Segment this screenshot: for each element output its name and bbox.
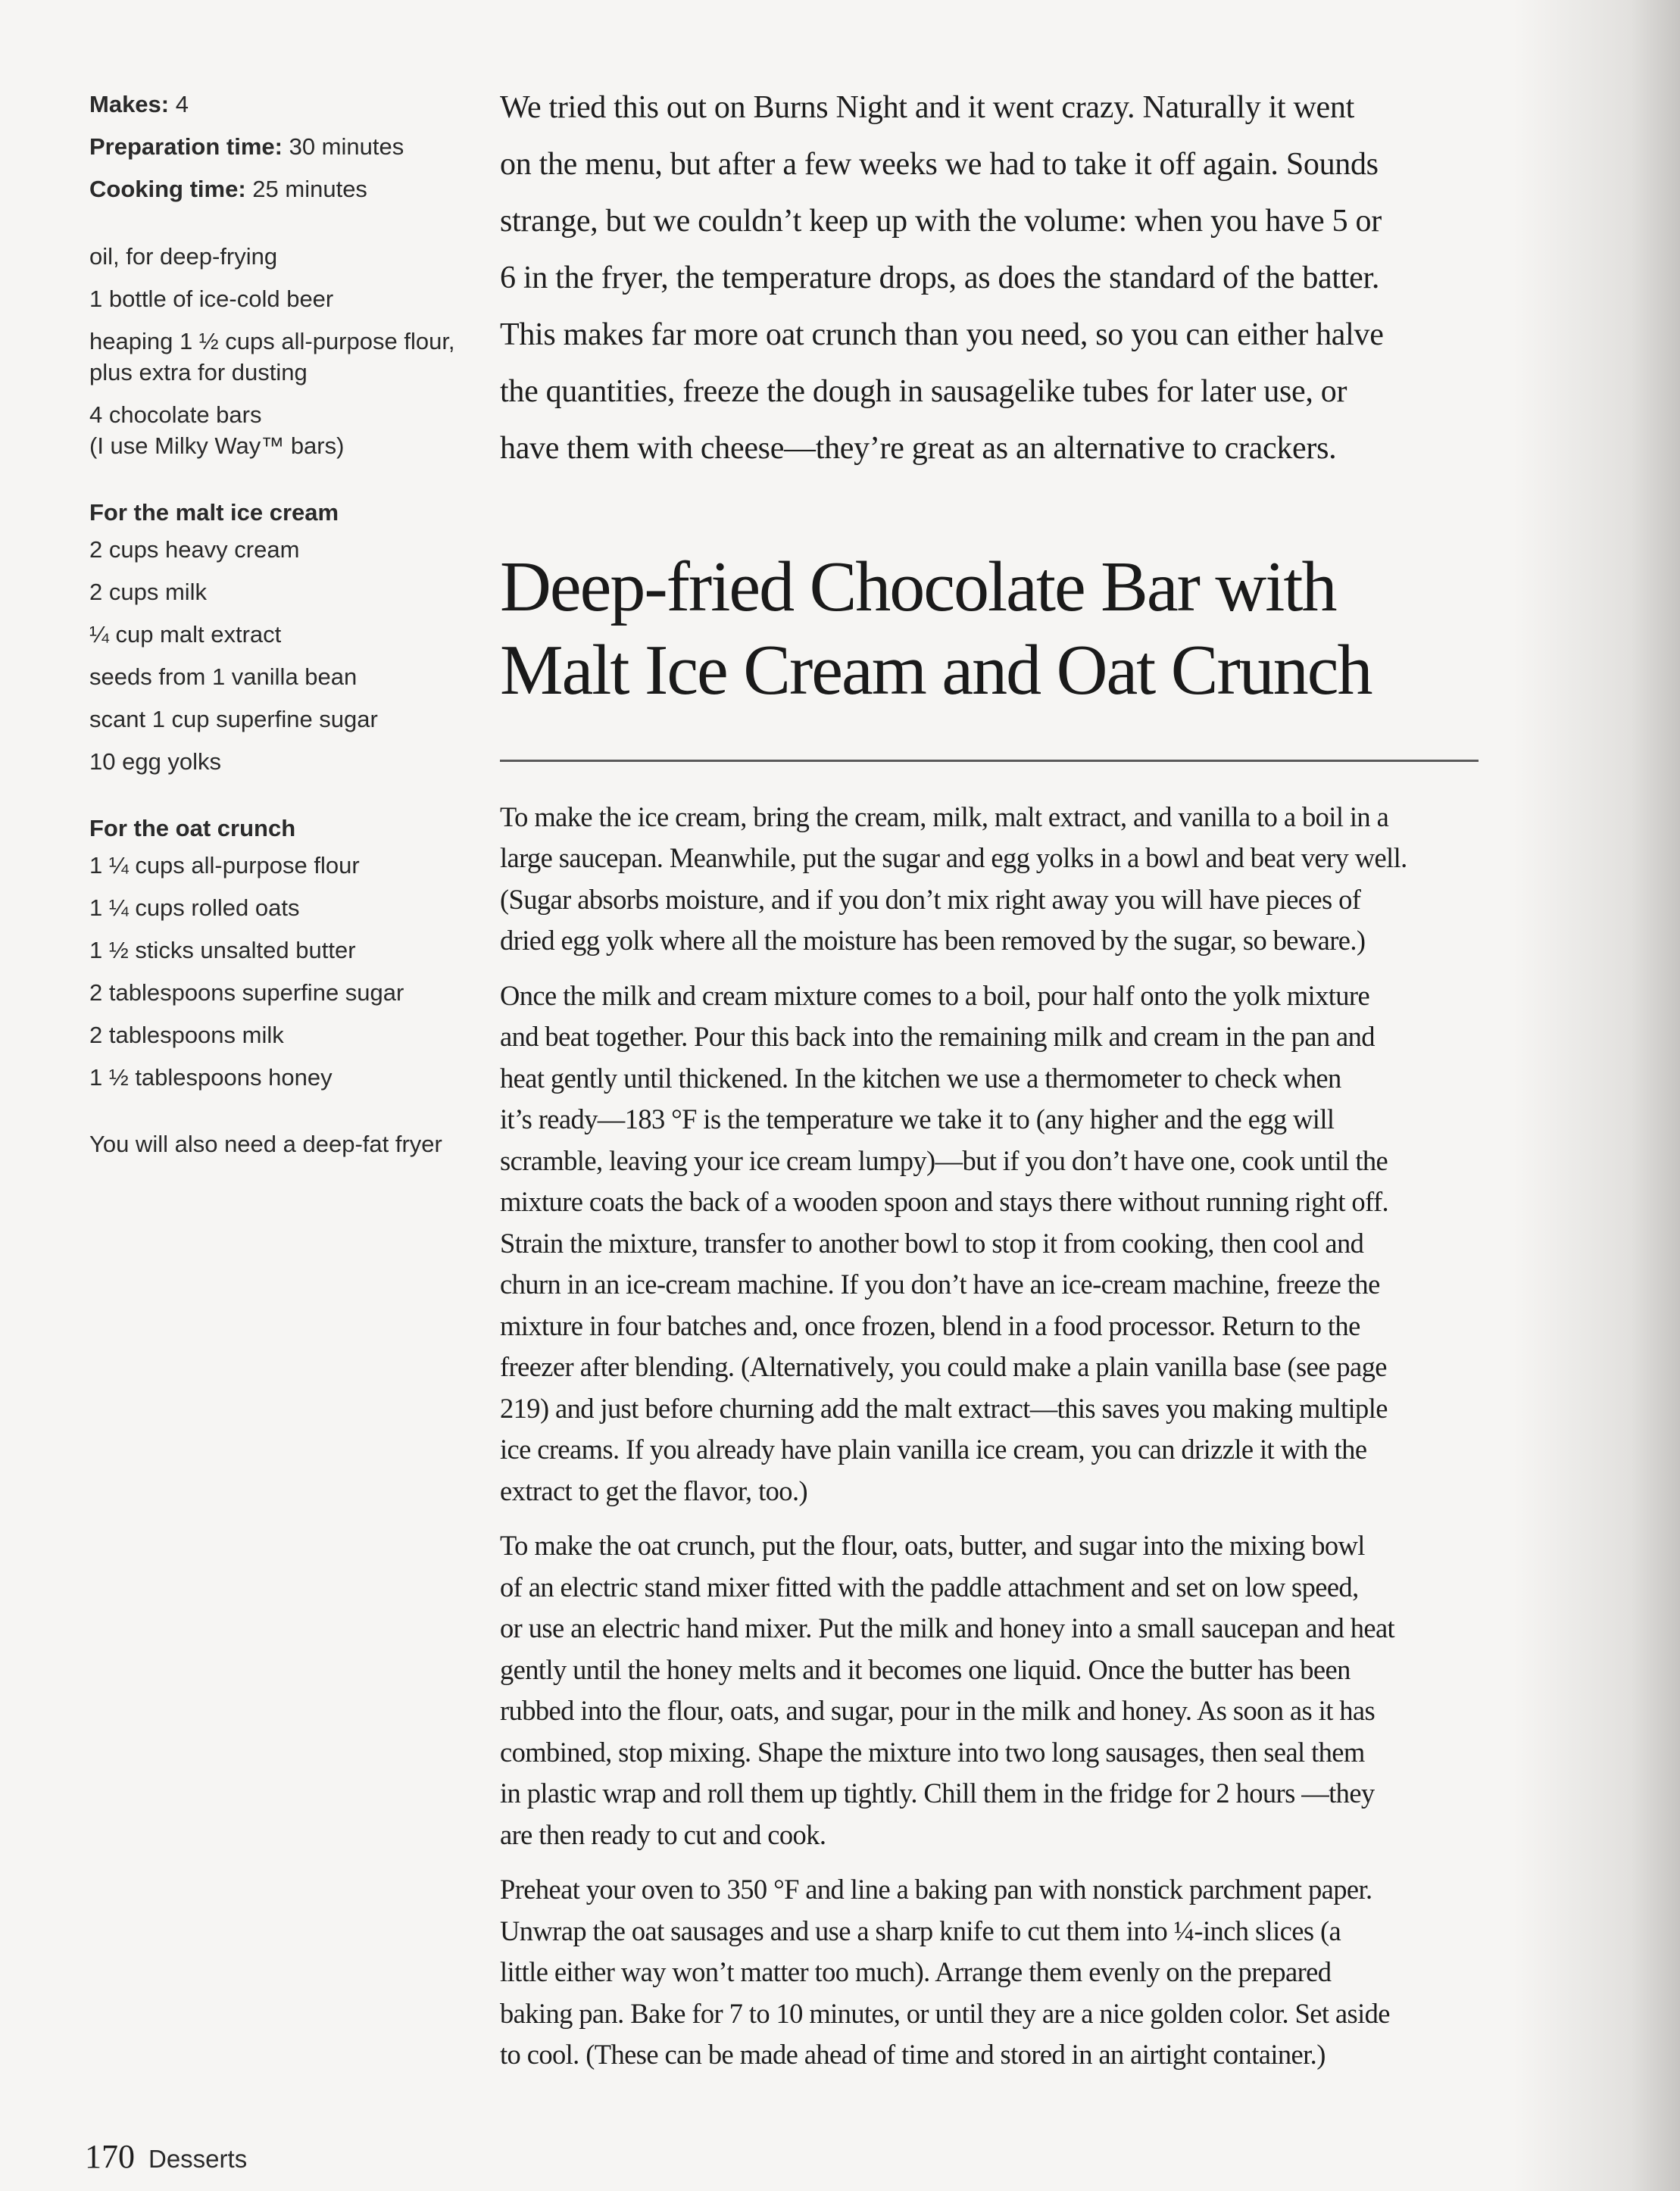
- text-line: in plastic wrap and roll them up tightly. Chill them in the fridge for 2 hours —they: [500, 1777, 1375, 1809]
- ingredient-line: 2 tablespoons milk: [89, 1022, 284, 1048]
- recipe-meta: [89, 83, 468, 211]
- ingredient-item: [89, 1062, 468, 1093]
- text-line: little either way won’t matter too much). Arrange them evenly on the prepared: [500, 1956, 1332, 1988]
- recipe-title: [500, 545, 1485, 712]
- ingredient-item: [89, 241, 468, 272]
- page-gutter-shadow: [1513, 0, 1680, 2191]
- ingredient-line: 1 ¼ cups all-purpose flour: [89, 852, 360, 879]
- text-line: To make the ice cream, bring the cream, milk, malt extract, and vanilla to a boil in a: [500, 801, 1389, 832]
- method-paragraph: [500, 1869, 1485, 2076]
- method-paragraph: [500, 1525, 1485, 1855]
- ingredient-item: [89, 746, 468, 777]
- equipment-note: You will also need a deep-fat fryer: [89, 1131, 442, 1157]
- text-line: Malt Ice Cream and Oat Crunch: [500, 631, 1372, 710]
- ingredient-item: [89, 977, 468, 1008]
- ingredient-item: [89, 892, 468, 923]
- text-line: of an electric stand mixer fitted with the paddle attachment and set on low speed,: [500, 1571, 1359, 1603]
- text-line: the quantities, freeze the dough in sausagelike tubes for later use, or: [500, 374, 1347, 409]
- method-text: [500, 797, 1485, 2076]
- text-line: extract to get the flavor, too.): [500, 1475, 808, 1506]
- text-line: rubbed into the flour, oats, and sugar, pour in the milk and honey. As soon as it has: [500, 1695, 1376, 1727]
- ingredient-line: plus extra for dusting: [89, 359, 308, 385]
- makes-value: 4: [175, 91, 189, 117]
- text-line: to cool. (These can be made ahead of time and stored in an airtight container.): [500, 2039, 1326, 2071]
- page-number: 170: [85, 2138, 135, 2175]
- prep-time-label: Preparation time:: [89, 133, 283, 160]
- ingredient-line: 1 ½ tablespoons honey: [89, 1064, 333, 1091]
- ingredient-line: 10 egg yolks: [89, 748, 222, 775]
- text-line: Strain the mixture, transfer to another bowl to stop it from cooking, then cool and: [500, 1227, 1364, 1259]
- ingredient-line: 2 cups heavy cream: [89, 536, 300, 563]
- text-line: ice creams. If you already have plain vanilla ice cream, you can drizzle it with the: [500, 1434, 1367, 1465]
- text-line: heat gently until thickened. In the kitchen we use a thermometer to check when: [500, 1062, 1341, 1094]
- malt-ice-cream-heading: For the malt ice cream: [89, 499, 339, 526]
- text-line: strange, but we couldn’t keep up with the volume: when you have 5 or: [500, 204, 1382, 239]
- ingredient-line: oil, for deep-frying: [89, 243, 278, 270]
- ingredient-line: 1 ¼ cups rolled oats: [89, 894, 300, 921]
- text-line: 219) and just before churning add the malt extract—this saves you making multiple: [500, 1392, 1388, 1424]
- text-line: or use an electric hand mixer. Put the milk and honey into a small saucepan and heat: [500, 1612, 1395, 1644]
- text-line: (Sugar absorbs moisture, and if you don’t mix right away you will have pieces of: [500, 883, 1361, 915]
- text-line: large saucepan. Meanwhile, put the sugar and egg yolks in a bowl and beat very well.: [500, 842, 1407, 874]
- oat-crunch-list: [89, 850, 468, 1093]
- text-line: are then ready to cut and cook.: [500, 1818, 826, 1850]
- ingredient-line: 2 cups milk: [89, 579, 208, 605]
- section-name: Desserts: [148, 2145, 248, 2173]
- text-line: and beat together. Pour this back into the remaining milk and cream in the pan and: [500, 1021, 1375, 1053]
- ingredient-item: [89, 399, 468, 461]
- text-line: dried egg yolk where all the moisture has been removed by the sugar, so beware.): [500, 925, 1366, 957]
- text-line: it’s ready—183 °F is the temperature we take it to (any higher and the egg will: [500, 1103, 1335, 1135]
- ingredient-item: [89, 619, 468, 650]
- cook-time-line: [89, 168, 468, 211]
- makes-label: Makes:: [89, 91, 170, 117]
- ingredient-line: heaping 1 ½ cups all-purpose flour,: [89, 328, 455, 354]
- ingredient-line: 1 bottle of ice-cold beer: [89, 286, 334, 312]
- text-line: freezer after blending. (Alternatively, you could make a plain vanilla base (see page: [500, 1351, 1387, 1383]
- text-line: We tried this out on Burns Night and it went crazy. Naturally it went: [500, 90, 1354, 125]
- text-line: mixture coats the back of a wooden spoon and stays there without running right off.: [500, 1186, 1389, 1218]
- ingredient-item: [89, 576, 468, 607]
- text-line: baking pan. Bake for 7 to 10 minutes, or until they are a nice golden color. Set aside: [500, 1997, 1390, 2029]
- malt-ice-cream-ingredients: [89, 492, 468, 777]
- page-footer: [85, 2137, 247, 2176]
- text-line: This makes far more oat crunch than you need, so you can either halve: [500, 317, 1384, 352]
- ingredient-item: [89, 935, 468, 966]
- text-line: Once the milk and cream mixture comes to a boil, pour half onto the yolk mixture: [500, 979, 1370, 1011]
- main-ingredients: [89, 241, 468, 461]
- ingredient-item: [89, 704, 468, 735]
- text-line: on the menu, but after a few weeks we had to take it off again. Sounds: [500, 147, 1379, 182]
- ingredient-line: (I use Milky Way™ bars): [89, 432, 345, 459]
- method-paragraph: [500, 797, 1485, 962]
- cook-time-label: Cooking time:: [89, 176, 246, 202]
- ingredient-line: seeds from 1 vanilla bean: [89, 663, 358, 690]
- intro-paragraph: [500, 80, 1485, 477]
- ingredient-line: 2 tablespoons superfine sugar: [89, 979, 404, 1006]
- text-line: Deep-fried Chocolate Bar with: [500, 548, 1336, 626]
- ingredient-line: 1 ½ sticks unsalted butter: [89, 937, 356, 963]
- oat-crunch-ingredients: [89, 807, 468, 1093]
- text-line: combined, stop mixing. Shape the mixture into two long sausages, then seal them: [500, 1736, 1365, 1768]
- text-line: have them with cheese—they’re great as an alternative to crackers.: [500, 431, 1337, 466]
- ingredient-line: 4 chocolate bars: [89, 401, 262, 428]
- recipe-main: [500, 80, 1485, 2090]
- cook-time-value: 25 minutes: [252, 176, 367, 202]
- text-line: mixture in four batches and, once frozen, blend in a food processor. Return to the: [500, 1309, 1360, 1341]
- ingredient-item: [89, 850, 468, 881]
- text-line: Unwrap the oat sausages and use a sharp knife to cut them into ¼-inch slices (a: [500, 1915, 1341, 1946]
- text-line: churn in an ice-cream machine. If you don’t have an ice-cream machine, freeze the: [500, 1269, 1380, 1300]
- ingredient-item: [89, 661, 468, 692]
- malt-ice-cream-list: [89, 534, 468, 777]
- ingredient-line: ¼ cup malt extract: [89, 621, 282, 648]
- text-line: To make the oat crunch, put the flour, oats, butter, and sugar into the mixing bowl: [500, 1530, 1365, 1562]
- text-line: gently until the honey melts and it becomes one liquid. Once the butter has been: [500, 1653, 1351, 1685]
- title-rule: [500, 760, 1479, 762]
- ingredient-item: [89, 1019, 468, 1050]
- text-line: 6 in the fryer, the temperature drops, as does the standard of the batter.: [500, 261, 1380, 295]
- ingredient-item: [89, 326, 468, 388]
- recipe-sidebar: [89, 83, 468, 1166]
- prep-time-value: 30 minutes: [289, 133, 404, 160]
- ingredient-item: [89, 283, 468, 314]
- ingredient-line: scant 1 cup superfine sugar: [89, 706, 378, 732]
- text-line: scramble, leaving your ice cream lumpy)—but if you don’t have one, cook until the: [500, 1144, 1388, 1176]
- makes-line: [89, 83, 468, 126]
- method-paragraph: [500, 975, 1485, 1512]
- oat-crunch-heading: For the oat crunch: [89, 815, 296, 841]
- prep-time-line: [89, 126, 468, 168]
- text-line: Preheat your oven to 350 °F and line a baking pan with nonstick parchment paper.: [500, 1874, 1372, 1905]
- ingredient-item: [89, 534, 468, 565]
